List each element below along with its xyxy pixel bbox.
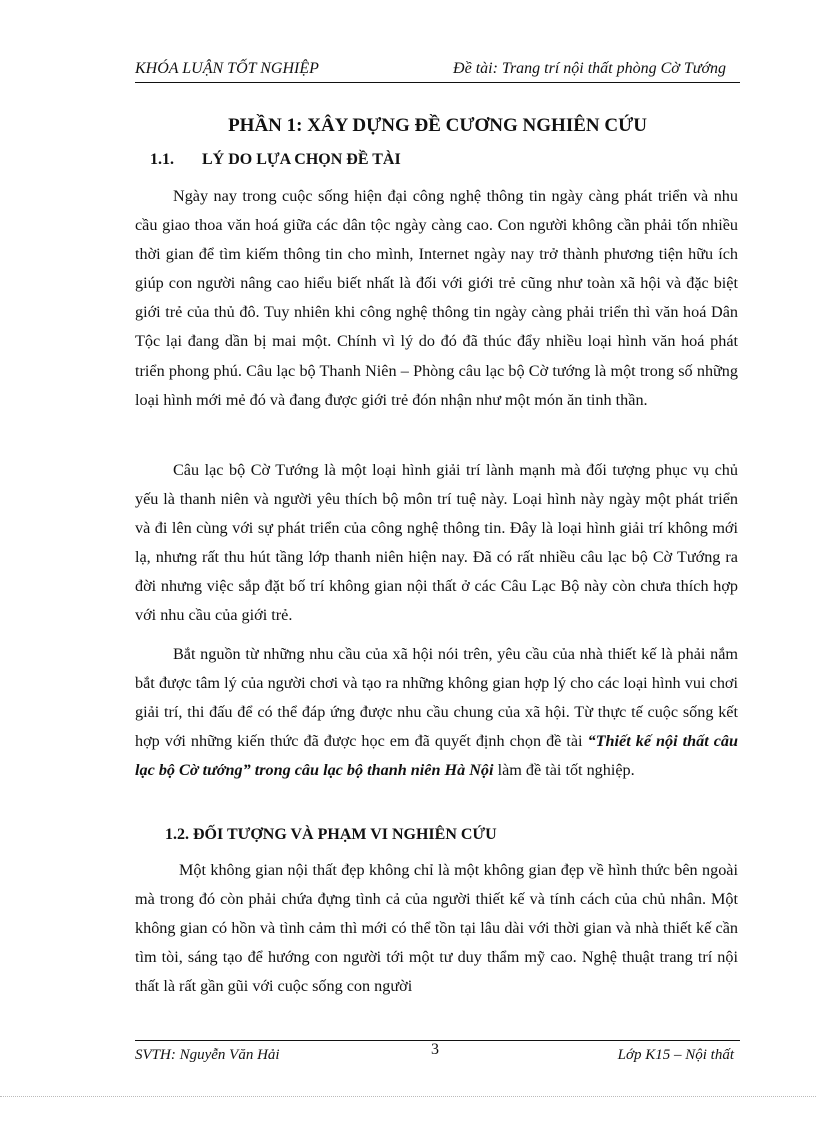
page-number: 3 [431,1041,439,1058]
paragraph-3-start: Bắt nguồn từ những nhu cầu của xã hội nói trên, yêu cầu của nhà thiết kế là phải nắm bắt được tâm lý của người chơi và tạo ra những không gian hợp lý cho các loại hình vui chơi giải trí, thi đấu để có thể đáp ứng được nhu cầu chung của xã hội. Từ thực tế cuộc sống kết hợp với những kiến thức đã được học em đã quyết định chọn đề tài [135,645,738,751]
header-right-text: Đề tài: Trang trí nội thất phòng Cờ Tướng [453,60,726,77]
paragraph-1: Ngày nay trong cuộc sống hiện đại công nghệ thông tin ngày càng phát triển và nhu cầu giao thoa văn hoá giữa các dân tộc ngày càng cao. Con người không cần phải tốn nhiều thời gian để tìm kiếm thông tin cho mình, Internet ngày nay trở thành phương tiện hữu ích giúp con người nâng cao hiểu biết nhất là đối với giới trẻ cũng như toàn xã hội và đặc biệt giới trẻ của thủ đô. Tuy nhiên khi công nghệ thông tin ngày càng phải triển thì văn hoá Dân Tộc lại đang dần bị mai một. Chính vì lý do đó đã thúc đẩy nhiều loại hình văn hoá phát triển phong phú. Câu lạc bộ Thanh Niên – Phòng câu lạc bộ Cờ tướng là một trong số những loại hình mới mẻ đó và đang được giới trẻ đón nhận như một món ăn tinh thần. [135,187,738,409]
thesis-topic-emphasis: “Thiết kế nội thất câu lạc bộ Cờ tướng” trong câu lạc bộ thanh niên Hà Nội [135,732,738,780]
header-left-text: KHÓA LUẬN TỐT NGHIỆP [135,60,319,77]
paragraph-4: Một không gian nội thất đẹp không chỉ là một không gian đẹp về hình thức bên ngoài mà trong đó còn phải chứa đựng tình cả của người thiết kế và tính cách của chủ nhân. Một không gian có hồn và tình cảm thì mới có thể tồn tại lâu dài với thời gian và nhà thiết kế cần tìm tòi, sáng tạo để hướng con người tới một tư duy thẩm mỹ cao. Nghệ thuật trang trí nội thất là rất gần gũi với cuộc sống con người [135,861,738,996]
section-number: 1.1. [150,151,174,168]
part-title: PHẦN 1: XÂY DỰNG ĐỀ CƯƠNG NGHIÊN CỨU [228,115,647,136]
paragraph-3-end: làm đề tài tốt nghiệp. [493,761,635,780]
section-heading-1-1 [150,151,401,169]
footer-class: Lớp K15 – Nội thất [617,1047,734,1063]
section-title: 1.2. ĐỐI TƯỢNG VÀ PHẠM VI NGHIÊN CỨU [165,826,497,843]
page-header [135,60,740,83]
paragraph-2-text: Câu lạc bộ Cờ Tướng là một loại hình giải trí lành mạnh mà đối tượng phục vụ chủ yếu là thanh niên và người yêu thích bộ môn trí tuệ này. Loại hình này ngày một phát triển và đi lên cùng với sự phát triển của công nghệ thông tin. Đây là loại hình giải trí không mới lạ, nhưng rất thu hút tầng lớp thanh niên hiện nay. Đã có rất nhiều câu lạc bộ Cờ Tướng ra đời nhưng việc sắp đặt bố trí không gian nội thất ở các Câu Lạc Bộ này còn chưa thích hợp với nhu cầu của giới trẻ. [135,461,738,625]
page-footer [135,1040,740,1071]
paragraph-2 [135,456,738,631]
section-title: LÝ DO LỰA CHỌN ĐỀ TÀI [202,151,401,168]
page-break-divider [0,1096,816,1097]
paragraph-3 [135,640,738,785]
footer-author: SVTH: Nguyễn Văn Hải [135,1047,280,1063]
section-heading-1-2 [165,826,497,844]
